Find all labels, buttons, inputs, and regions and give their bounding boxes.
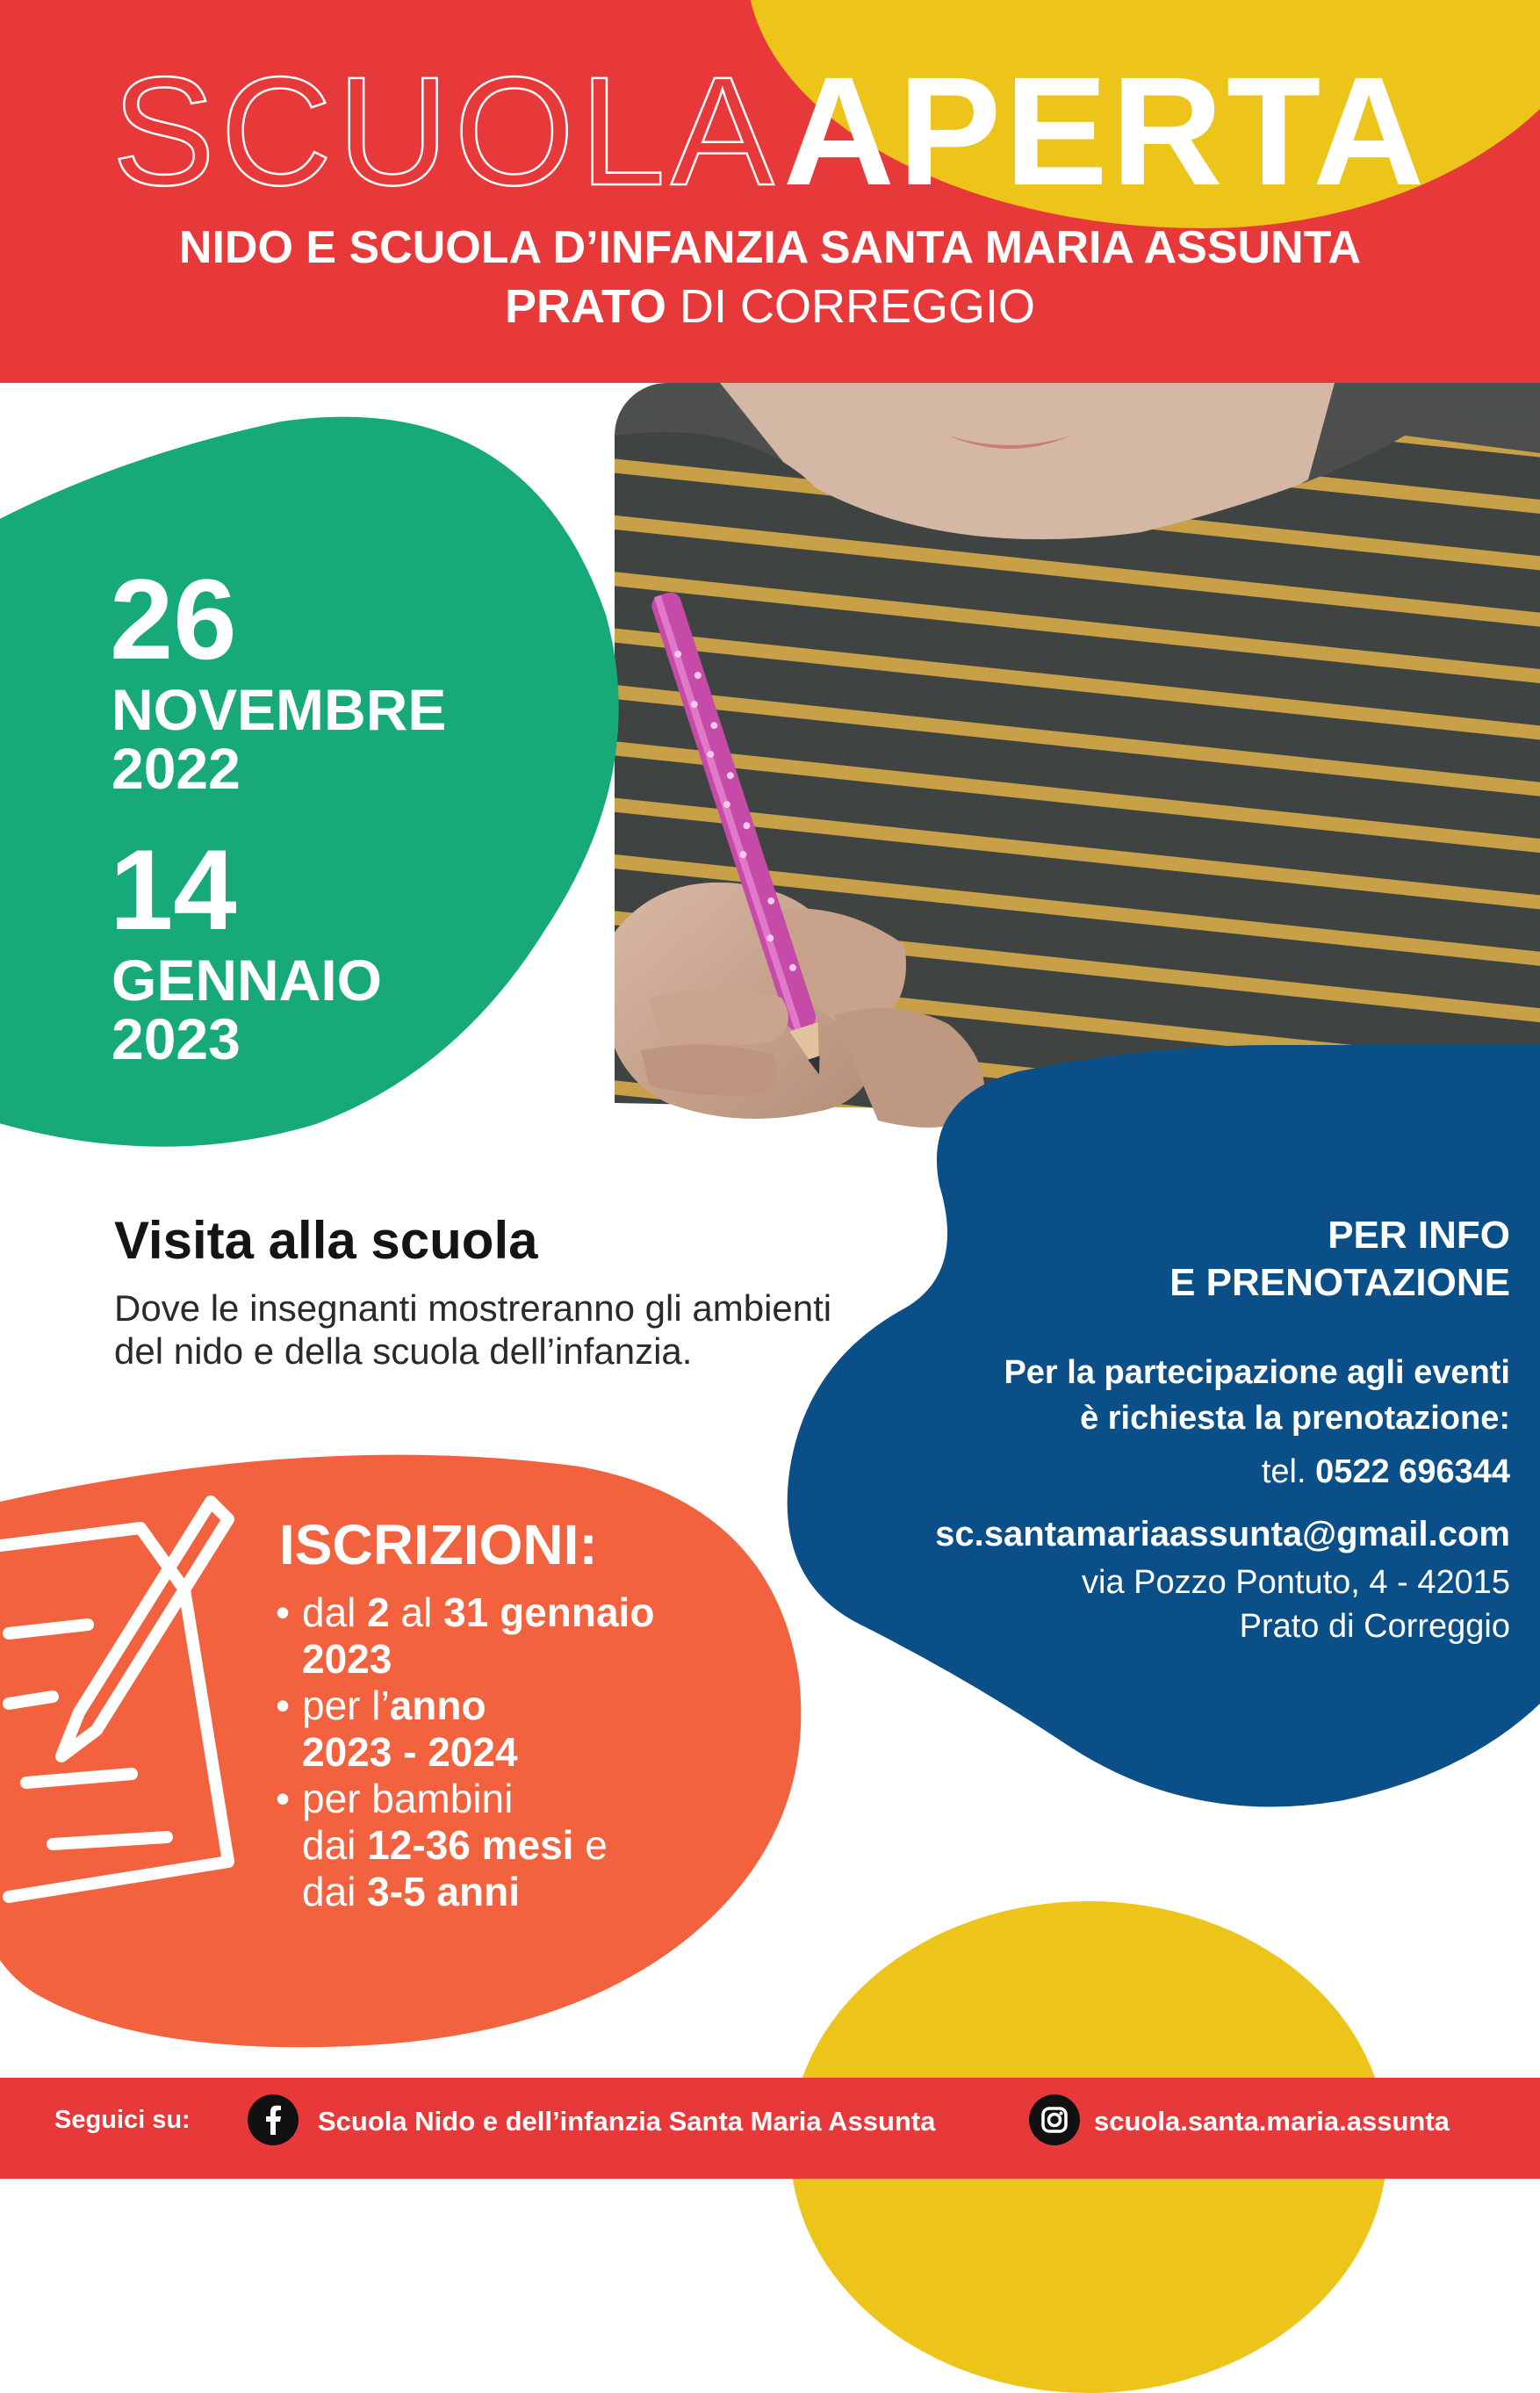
title-light-word: SCUOLA	[112, 46, 780, 218]
title-bold-word: APERTA	[782, 46, 1428, 218]
info-title	[1169, 1212, 1510, 1307]
enrollment-ages: • per bambini dai 12-36 mesi e dai 3-5 anni	[276, 1776, 654, 1915]
date-1-year: 2022	[112, 736, 241, 801]
enrollment-period: • dal 2 al 31 gennaio 2023	[276, 1589, 654, 1683]
email-address[interactable]: sc.santamariaassunta@gmail.com	[935, 1515, 1510, 1553]
info-title-line2: E PRENOTAZIONE	[1169, 1261, 1510, 1304]
visit-description: Dove le insegnanti mostreranno gli ambienti del nido e della scuola dell’infanzia.	[114, 1287, 832, 1372]
date-2-day: 14	[110, 825, 237, 954]
info-title-line1: PER INFO	[1328, 1214, 1510, 1257]
enrollment-list	[276, 1589, 654, 1915]
date-2-year: 2023	[112, 1006, 241, 1071]
address-line2: Prato di Correggio	[1239, 1608, 1510, 1645]
enrollment-title: ISCRIZIONI:	[279, 1513, 598, 1576]
visit-title: Visita alla scuola	[114, 1211, 538, 1270]
date-2-month: GENNAIO	[112, 948, 383, 1013]
follow-label: Seguici su:	[54, 2106, 191, 2134]
phone-line	[1262, 1453, 1510, 1491]
phone-label: tel.	[1261, 1453, 1306, 1490]
paper-pencil-icon	[0, 1493, 255, 1950]
phone-number[interactable]: 0522 696344	[1315, 1453, 1510, 1490]
address-line1: via Pozzo Pontuto, 4 - 42015	[1082, 1564, 1510, 1601]
location-rest: DI CORREGGIO	[680, 280, 1036, 333]
location-bold: PRATO	[504, 280, 666, 333]
postal-address	[1082, 1560, 1510, 1648]
date-1-month: NOVEMBRE	[112, 677, 447, 742]
instagram-icon[interactable]	[1029, 2094, 1080, 2145]
dates-green-shape	[0, 404, 623, 1164]
booking-note-line2: è richiesta la prenotazione:	[1080, 1400, 1510, 1437]
booking-note	[1004, 1350, 1510, 1441]
facebook-icon[interactable]	[248, 2094, 299, 2145]
school-name: NIDO E SCUOLA D’INFANZIA SANTA MARIA ASSUNTA	[178, 222, 1362, 273]
school-location	[0, 279, 1540, 334]
instagram-handle-link[interactable]: scuola.santa.maria.assunta	[1094, 2106, 1450, 2137]
booking-note-line1: Per la partecipazione agli eventi	[1004, 1354, 1510, 1391]
page-title	[0, 46, 1540, 218]
date-1-day: 26	[110, 555, 237, 683]
enrollment-year: • per l’anno 2023 - 2024	[276, 1683, 654, 1776]
facebook-page-link[interactable]: Scuola Nido e dell’infanzia Santa Maria Assunta	[318, 2106, 936, 2137]
